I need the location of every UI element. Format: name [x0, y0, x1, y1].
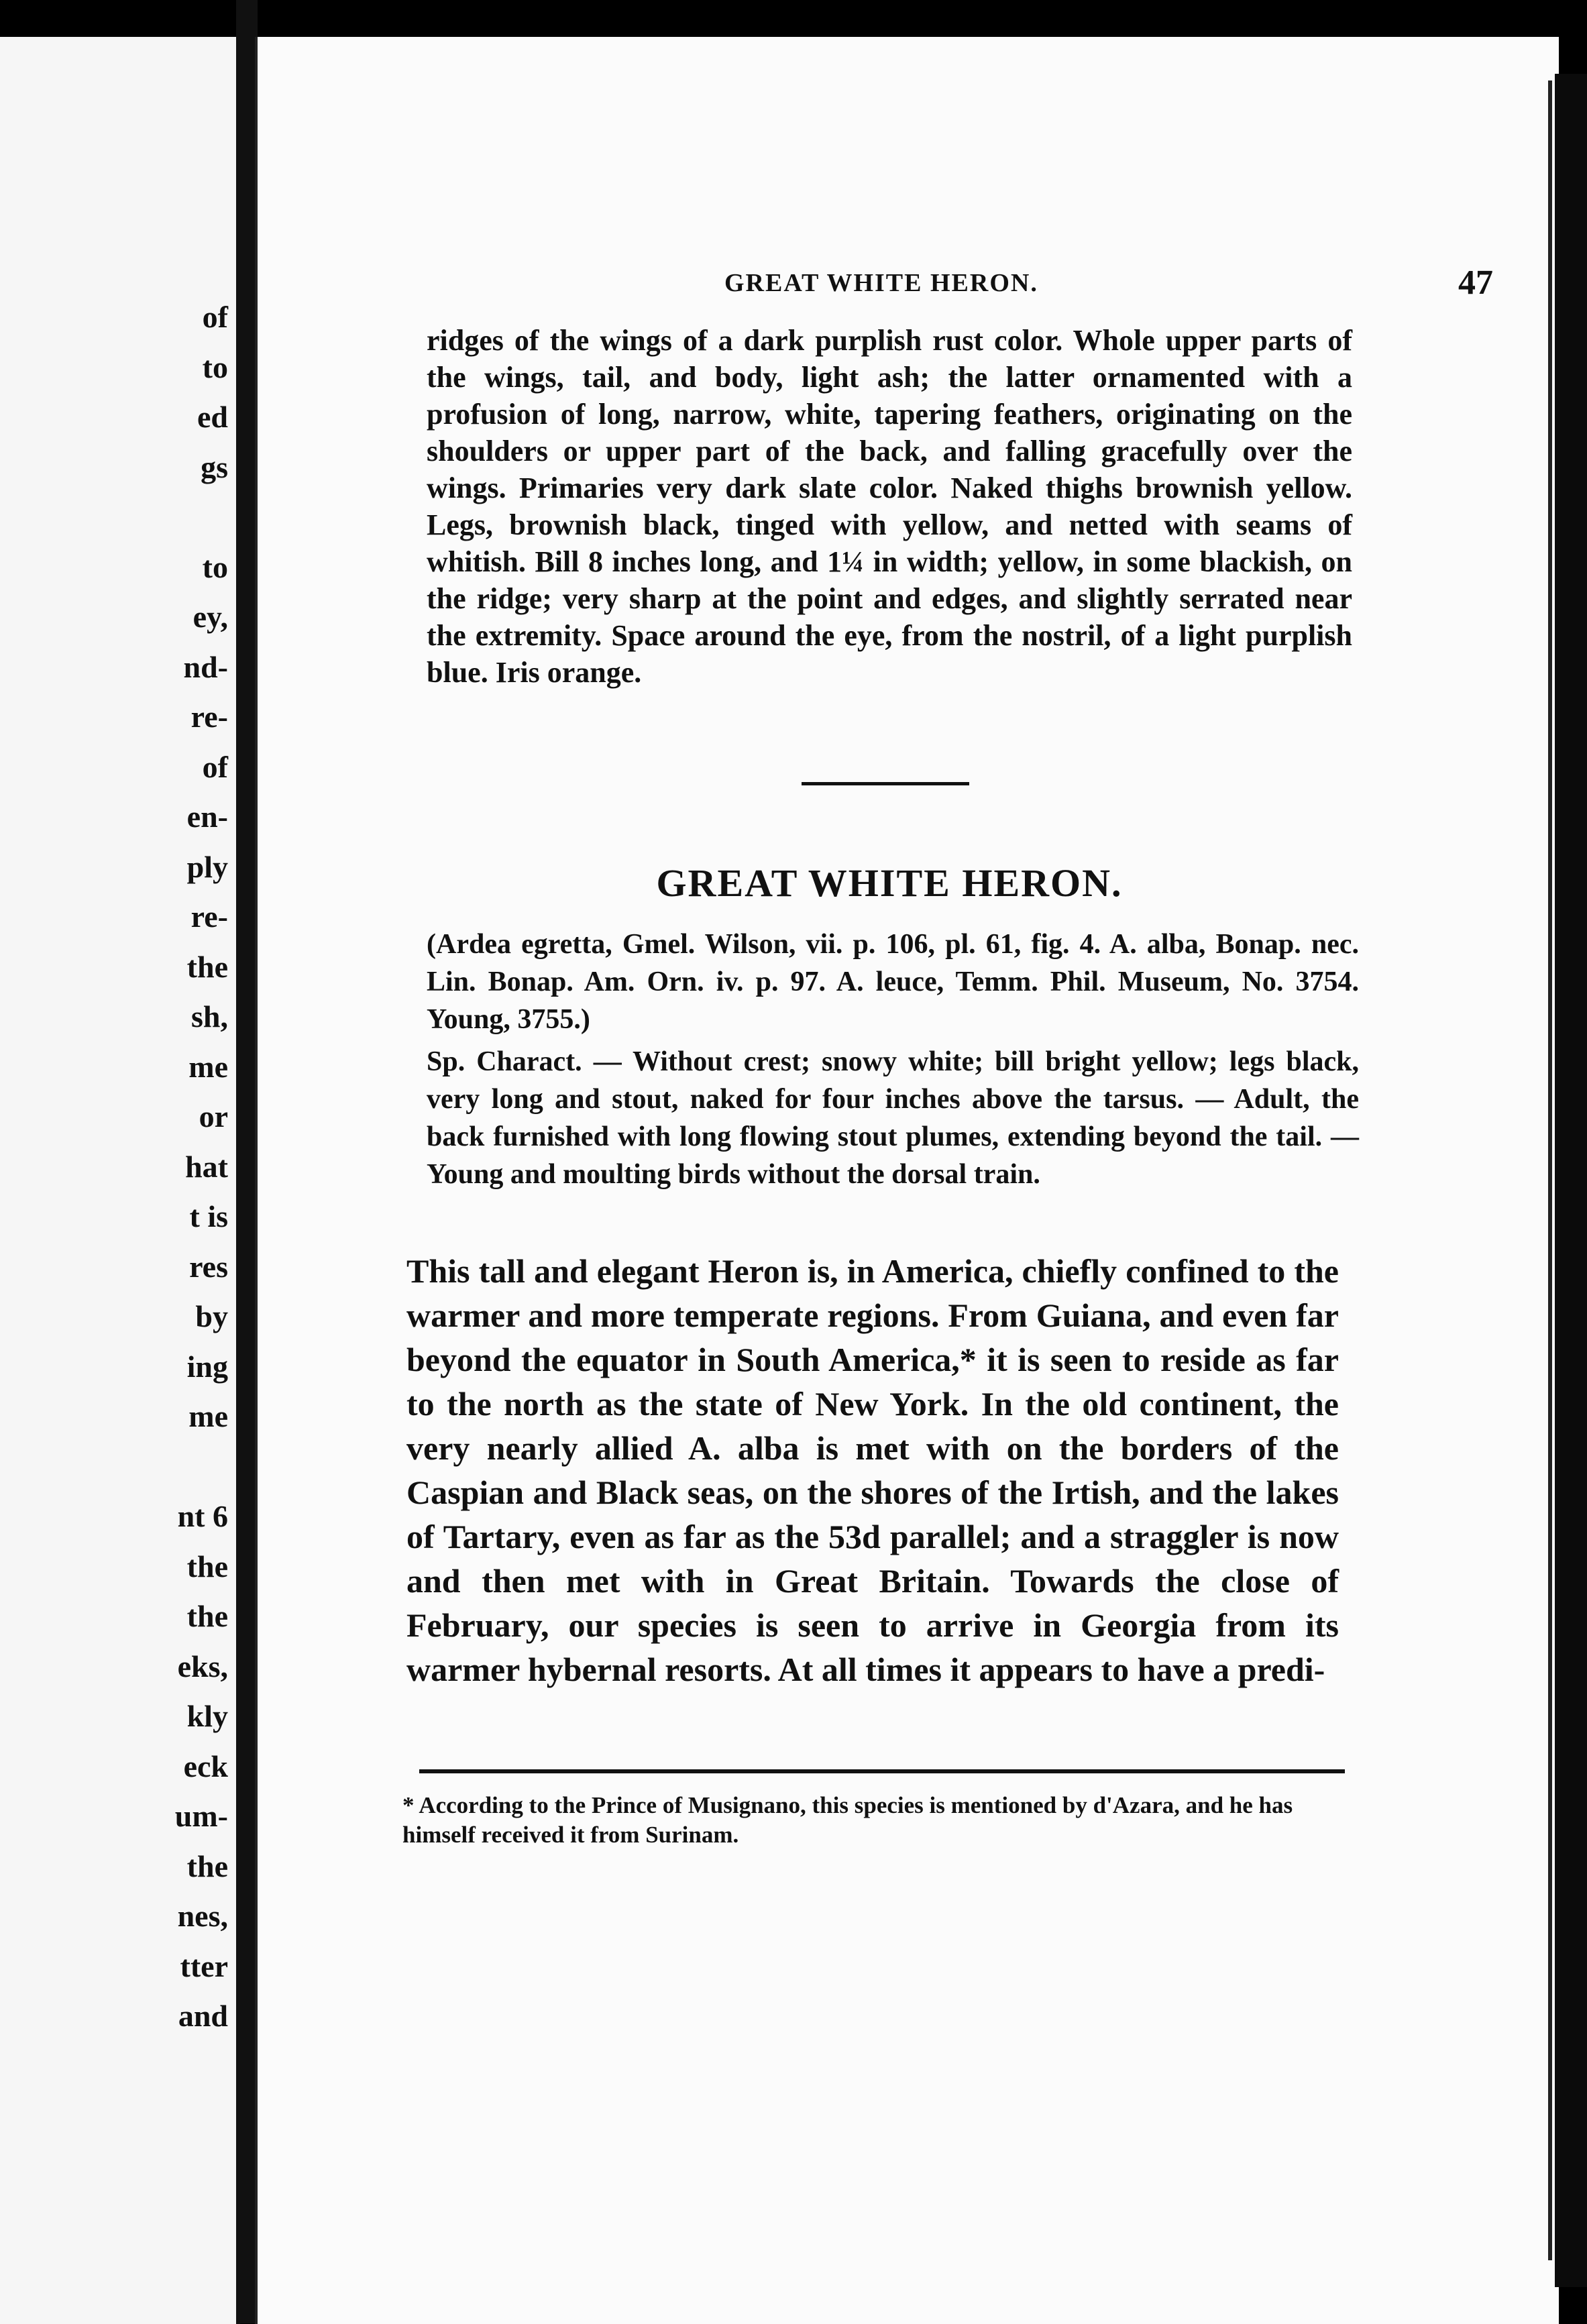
page-header — [429, 264, 1493, 309]
footnote: * According to the Prince of Musignano, this species is mentioned by d'Azara, and he has himself received it from Surinam. — [402, 1792, 1293, 1848]
previous-page-line: tter — [180, 1948, 228, 1983]
previous-page-line: ed — [197, 400, 228, 434]
previous-page-line: and — [178, 1999, 228, 2033]
previous-page-line: kly — [186, 1699, 228, 1733]
previous-page-line: nes, — [177, 1899, 228, 1933]
previous-page-line: sh, — [191, 999, 228, 1034]
footnote-rule — [419, 1769, 1345, 1773]
previous-page-line: hat — [185, 1149, 228, 1184]
previous-page-line: re- — [190, 899, 228, 934]
previous-page-line: res — [189, 1249, 228, 1284]
previous-page-line: or — [199, 1099, 228, 1133]
previous-page-line: um- — [174, 1799, 228, 1833]
page-edge — [1555, 74, 1587, 2287]
previous-page-line: me — [188, 1399, 228, 1433]
previous-page-line: by — [195, 1299, 228, 1333]
previous-page-line: of — [202, 749, 228, 784]
previous-page-line: re- — [190, 700, 228, 734]
previous-page-line: ey, — [193, 600, 228, 634]
previous-page-line: the — [186, 1549, 228, 1584]
previous-page-line: to — [202, 349, 228, 384]
character-label: Sp. Charact. — [427, 1046, 582, 1077]
body-text: This tall and elegant Heron is, in America, chiefly confined to the warmer and more temperate regions. From Guiana, and even far beyond the equator in South America,* it is seen to reside as far to the north as the state of New York. In the old continent, the very nearly allied A. alba is met with on the borders of the Caspian and Black seas, on the shores of the Irtish, and the lakes of Tartary, even as far as the 53d parallel; and a straggler is now and then met with in Great Britain. Towards the close of February, our species is seen to arrive in Georgia from its warmer hybernal resorts. At all times it appears to have a predi- — [406, 1252, 1339, 1688]
previous-page-line: the — [186, 1848, 228, 1883]
page-number: 47 — [1458, 264, 1493, 302]
section-divider — [802, 782, 969, 785]
character-text: — Without crest; snowy white; bill bright yellow; legs black, very long and stout, naked for four inches above the tarsus. — Adult, the back furnished with long flowing stout plumes, extending beyond the tail. — Young and moulting birds without the dorsal train. — [427, 1046, 1359, 1190]
running-head: GREAT WHITE HERON. — [724, 269, 1038, 297]
previous-page-line: nt 6 — [177, 1499, 228, 1533]
previous-page-line: eks, — [177, 1649, 228, 1683]
previous-page-line: of — [202, 300, 228, 334]
previous-description: ridges of the wings of a dark purplish rust color. Whole upper parts of the wings, tail, and body, light ash; the latter ornamented with a profusion of long, narrow, white, tapering feathers, originating on the shoulders or upper part of the back, and falling gracefully over the wings. Primaries very dark slate color. Naked thighs brownish yellow. Legs, brownish black, tinged with yellow, and netted with seams of whitish. Bill 8 inches long, and 1¼ in width; yellow, in some blackish, on the ridge; very sharp at the point and edges, and slightly serrated near the extremity. Space around the eye, from the nostril, of a light purplish blue. Iris orange. — [427, 324, 1352, 689]
previous-page-line: nd- — [183, 649, 228, 684]
section-title: GREAT WHITE HERON. — [656, 861, 1123, 905]
previous-page-line: to — [202, 549, 228, 584]
species-character — [427, 1043, 1359, 1193]
previous-page-line: en- — [186, 799, 228, 834]
previous-page-line: ply — [186, 849, 228, 884]
page-edge-line — [1548, 80, 1552, 2260]
previous-page-line: the — [186, 1599, 228, 1633]
previous-page-line: the — [186, 949, 228, 984]
previous-page-line: ing — [186, 1349, 228, 1384]
previous-page-line: gs — [201, 449, 228, 484]
synonymy: (Ardea egretta, Gmel. Wilson, vii. p. 106, pl. 61, fig. 4. A. alba, Bonap. nec. Lin. Bonap. Am. Orn. iv. p. 97. A. leuce, Temm. Phil. Museum, No. 3754. Young, 3755.) — [427, 929, 1359, 1035]
previous-page-line: eck — [183, 1749, 228, 1783]
previous-page — [0, 37, 240, 2324]
previous-page-line: t is — [189, 1199, 228, 1233]
previous-page-line: me — [188, 1049, 228, 1084]
